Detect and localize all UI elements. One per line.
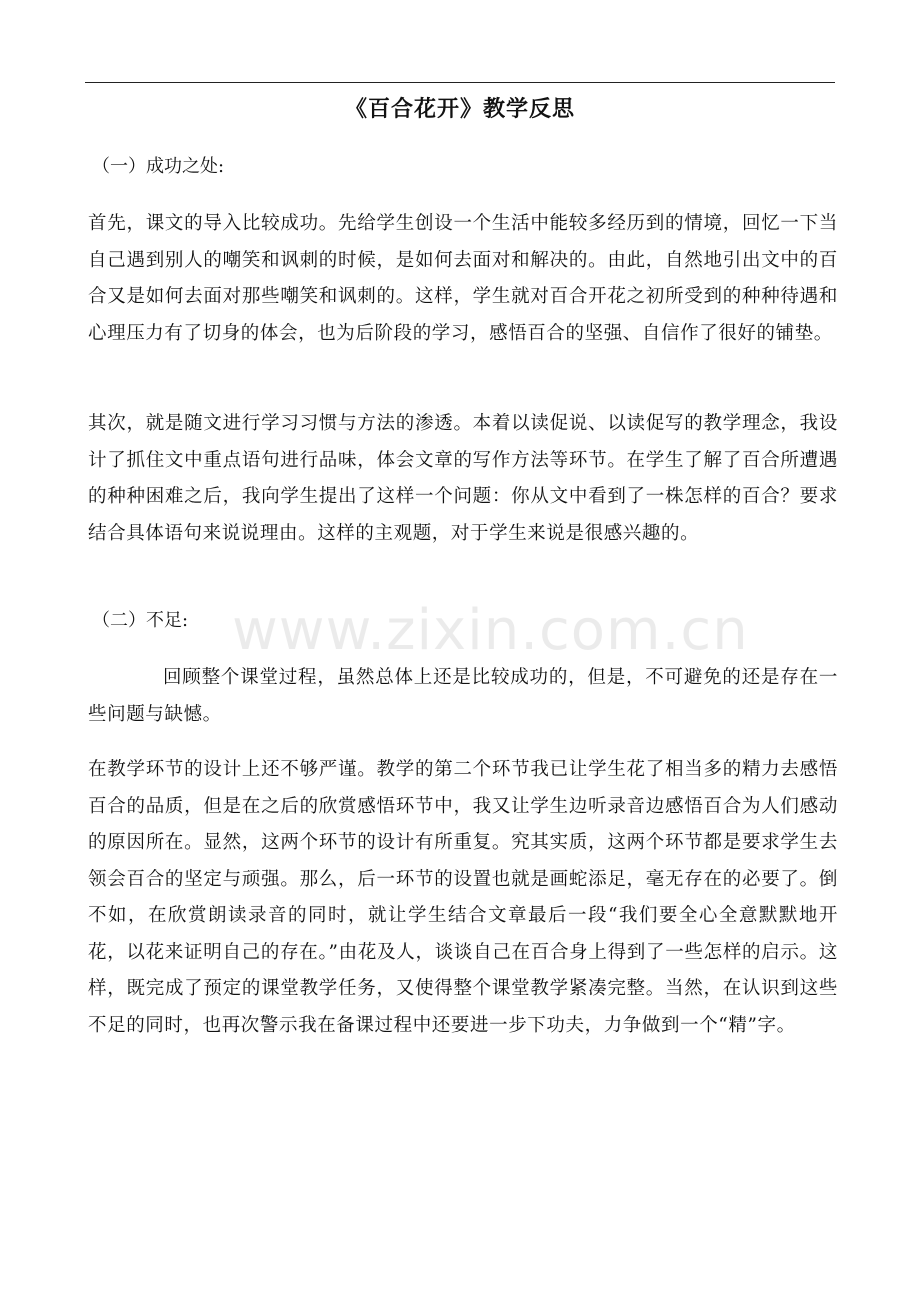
watermark: www.zixin.com.cn bbox=[232, 598, 749, 663]
paragraph-design-issue: 在教学环节的设计上还不够严谨。教学的第二个环节我已让学生花了相当多的精力去感悟百合的品质，但是在之后的欣赏感悟环节中，我又让学生边听录音边感悟百合为人们感动的原因所在。显然，这两个环节的设计有所重复。究其实质，这两个环节都是要求学生去领会百合的坚定与顽强。那么，后一环节的设置也就是画蛇添足，毫无存在的必要了。倒不如，在欣赏朗读录音的同时，就让学生结合文章最后一段“我们要全心全意默默地开花，以花来证明自己的存在。”由花及人，谈谈自己在百合身上得到了一些怎样的启示。这样，既完成了预定的课堂教学任务，又使得整个课堂教学紧凑完整。当然，在认识到这些不足的同时，也再次警示我在备课过程中还要进一步下功夫，力争做到一个“精”字。 bbox=[88, 759, 838, 1036]
paragraph-review: 回顾整个课堂过程，虽然总体上还是比较成功的，但是，不可避免的还是存在一些问题与缺憾。 bbox=[88, 667, 838, 725]
paragraph-method: 其次，就是随文进行学习习惯与方法的渗透。本着以读促说、以读促写的教学理念，我设计了抓住文中重点语句进行品味，体会文章的写作方法等环节。在学生了解了百合所遭遇的种种困难之后，我向学生提出了这样一个问题：你从文中看到了一株怎样的百合？要求结合具体语句来说说理由。这样的主观题，对于学生来说是很感兴趣的。 bbox=[88, 413, 838, 544]
document-title: 《百合花开》教学反思 bbox=[344, 96, 575, 122]
paragraph-introduction: 首先，课文的导入比较成功。先给学生创设一个生活中能较多经历到的情境，回忆一下当自己遇到别人的嘲笑和讽刺的时候，是如何去面对和解决的。由此，自然地引出文中的百合又是如何去面对那些嘲笑和讽刺的。这样，学生就对百合开花之初所受到的种种待遇和心理压力有了切身的体会，也为后阶段的学习，感悟百合的坚强、自信作了很好的铺垫。 bbox=[88, 213, 838, 344]
section-heading-success: （一）成功之处: bbox=[92, 156, 225, 177]
header-rule bbox=[85, 82, 835, 83]
section-heading-shortcomings: （二）不足: bbox=[92, 610, 189, 631]
